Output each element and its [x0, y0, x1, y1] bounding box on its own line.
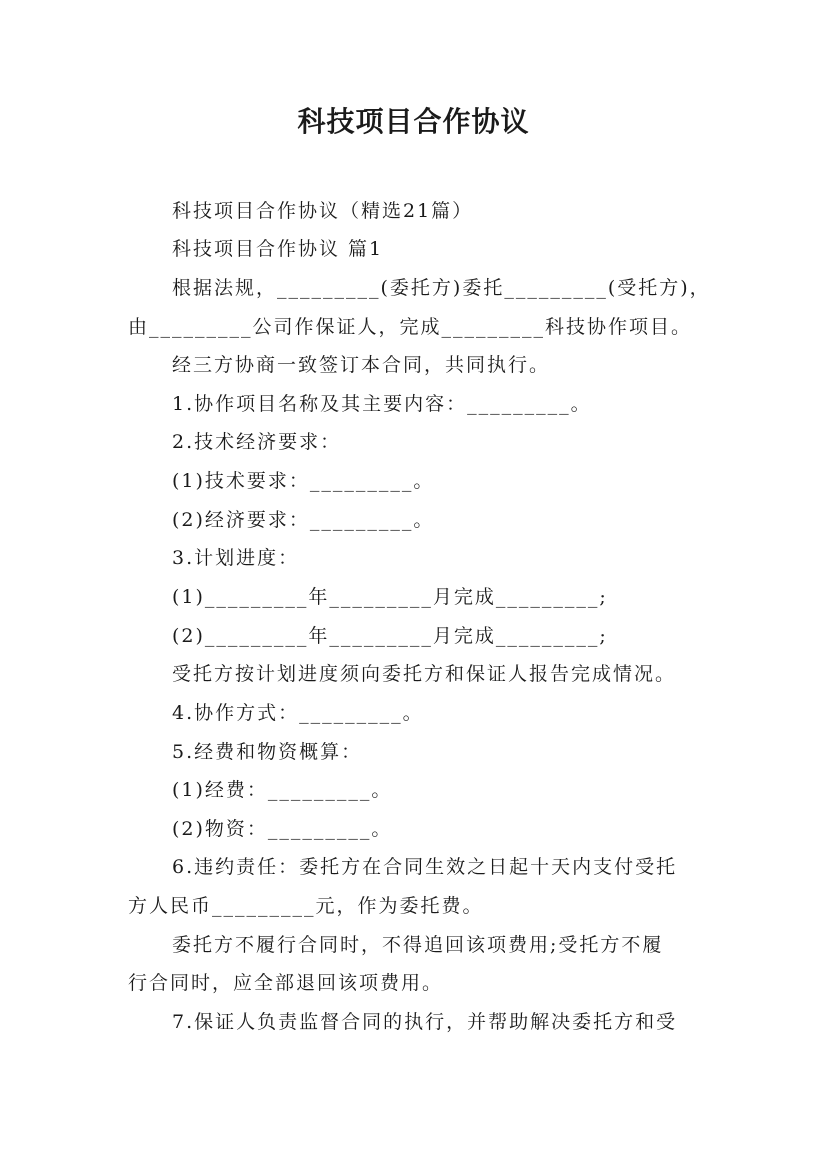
doc-clause-line: (2)经济要求：_________。 [172, 509, 435, 531]
doc-paragraph-line: 方人民币_________元，作为委托费。 [128, 895, 484, 917]
doc-clause-line: (2)物资：_________。 [172, 818, 393, 840]
doc-paragraph-line: 由_________公司作保证人，完成_________科技协作项目。 [128, 316, 693, 338]
doc-paragraph-line: 行合同时，应全部退回该项费用。 [128, 972, 444, 994]
doc-clause-line: (1)技术要求：_________。 [172, 470, 435, 492]
doc-subtitle: 科技项目合作协议（精选21篇） [172, 200, 474, 222]
doc-clause-line: 2.技术经济要求： [172, 431, 342, 453]
doc-paragraph-line: 根据法规，_________(委托方)委托_________(受托方)， [172, 277, 711, 299]
doc-paragraph-line: 经三方协商一致签订本合同，共同执行。 [172, 354, 551, 376]
doc-paragraph-line: 委托方不履行合同时，不得追回该项费用;受托方不履 [172, 934, 664, 956]
doc-clause-line: (1)_________年_________月完成_________; [172, 586, 608, 608]
doc-clause-line: (1)经费：_________。 [172, 779, 393, 801]
doc-clause-line: 7.保证人负责监督合同的执行，并帮助解决委托方和受 [172, 1011, 678, 1033]
doc-clause-line: 1.协作项目名称及其主要内容：_________。 [172, 393, 592, 415]
doc-paragraph-line: 受托方按计划进度须向委托方和保证人报告完成情况。 [172, 663, 677, 685]
doc-clause-line: 4.协作方式：_________。 [172, 702, 424, 724]
doc-clause-line: 3.计划进度： [172, 547, 300, 569]
doc-clause-line: 6.违约责任：委托方在合同生效之日起十天内支付受托 [172, 856, 678, 878]
document-title: 科技项目合作协议 [297, 105, 530, 138]
doc-clause-line: 5.经费和物资概算： [172, 741, 363, 763]
doc-section-heading: 科技项目合作协议 篇1 [172, 238, 384, 260]
doc-clause-line: (2)_________年_________月完成_________; [172, 625, 608, 647]
